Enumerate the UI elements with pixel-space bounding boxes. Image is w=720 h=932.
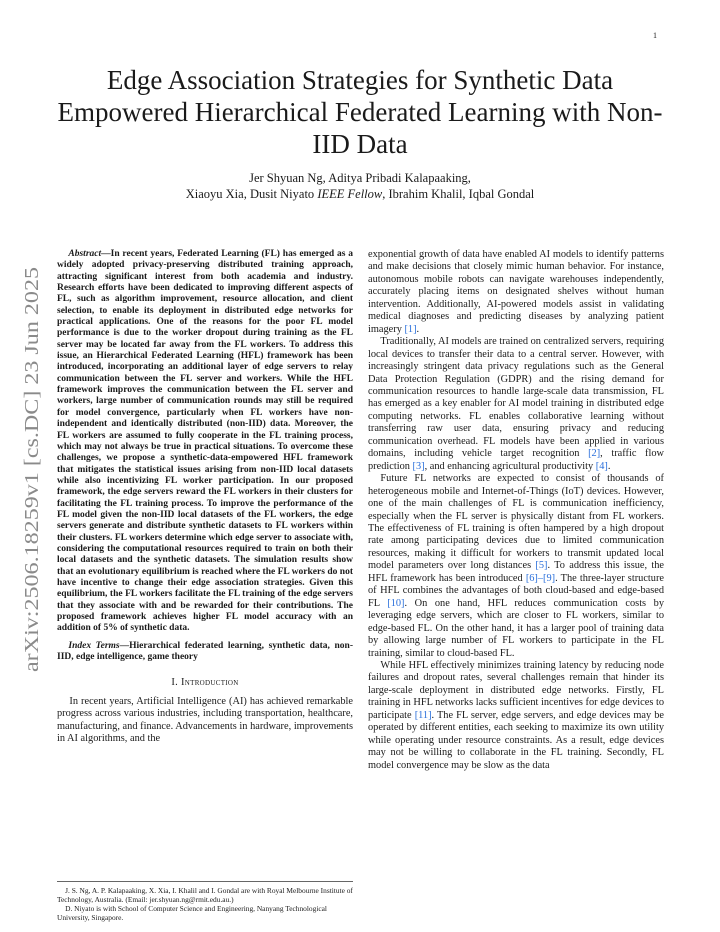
left-column [57, 249, 353, 746]
author-line-2: Xiaoyu Xia, Dusit Niyato IEEE Fellow, Ibrahim Khalil, Iqbal Gondal [185, 187, 535, 201]
body-paragraph-1: exponential growth of data have enabled AI models to identify patterns and make decisions that closely mimic human behavior. For instance, autonomous mobile robots can navigate warehouses independently, accurately placing items on designated shelves without human intervention. Additionally, AI-powered models assist in validating medical diagnoses and predicting diseases by analyzing patient imagery [1]. [368, 249, 664, 335]
citation-link[interactable]: [5] [535, 560, 548, 572]
right-column [368, 249, 664, 772]
abstract: Abstract—In recent years, Federated Learning (FL) has emerged as a widely adopted privacy-preserving distributed training approach, attracting significant interest from both academia and industry. Research efforts have been dedicated to improving different aspects of FL, such as algorithm improvement, resource allocation, and client selection, to enable its deployment in distributed edge networks for practical applications. One of the reasons for the poor FL model performance is due to the worker dropout during training as the FL server may be located far away from the FL workers. To address this issue, an Hierarchical Federated Learning (HFL) framework has been introduced, incorporating an additional layer of edge servers to relay communication between the FL server and workers. While the HFL framework improves the communication between the FL server and workers, large number of communication rounds may still be required for model convergence, particularly when FL workers have non-independent and identically distributed (non-IID) data. Moreover, the FL workers are assumed to fully cooperate in the FL training process, which may not always be true in practical situations. To overcome these challenges, we propose a synthetic-data-empowered HFL framework that mitigates the statistical issues arising from non-IID local datasets while also incentivizing FL worker participation. In our proposed framework, the edge servers reward the FL workers in their clusters for facilitating the FL training process. To improve the performance of the FL model given the non-IID local datasets of the FL workers, the edge servers generate and distribute synthetic datasets to FL workers within their clusters. FL workers determine which edge server to associate with, considering the computational resources required to train on both their local datasets and the synthetic datasets. The simulation results show that an evolutionary equilibrium is reached where the FL workers do not have incentive to change their edge association strategies. Given this equilibrium, the FL workers facilitate the FL training of the edge servers that they associate with and be rewarded for their contributions. The proposed framework achieves higher FL model accuracy with an addition of 5% of synthetic data. [57, 249, 353, 634]
section-heading-introduction: I. Introduction [171, 677, 239, 689]
page-number: 1 [653, 31, 657, 40]
footnote [57, 881, 353, 922]
body-paragraph-3: Future FL networks are expected to consist of thousands of heterogeneous mobile and Internet-of-Things (IoT) devices. However, one of the main challenges of FL is communication inefficiency, especially when the FL server is physically distant from FL workers. The effectiveness of FL training is often hampered by a high dropout rate among participating devices due to limited communication resources, making it difficult for workers to transmit updated local model parameters over long distances [5]. To address this issue, the HFL framework has been introduced [6]–[9]. The three-layer structure of HFL combines the advantages of both cloud-based and edge-based FL [10]. On one hand, HFL reduces communication costs by leveraging edge servers, which are closer to FL workers, similar to edge-based FL. On the other hand, it has a larger pool of training data by allowing large number of FL workers to participate in the FL training, similar to cloud-based FL. [368, 473, 665, 659]
arxiv-identifier: arXiv:2506.18259v1 [cs.DC] 23 Jun 2025 [21, 335, 43, 672]
footnote-affiliation-1: J. S. Ng, A. P. Kalapaaking, X. Xia, I. Khalil and I. Gondal are with Royal Melbourne Institute of Technology, Australia. (Email: jer.shyuan.ng@rmit.edu.au.) [57, 886, 353, 904]
citation-link[interactable]: [2] [588, 448, 601, 460]
author-list [40, 170, 680, 202]
paper-title: Edge Association Strategies for Synthetic Data Empowered Hierarchical Federated Learning with Non-IID Data [57, 65, 663, 159]
body-paragraph-4: While HFL effectively minimizes training latency by reducing node failures and dropout rates, several challenges remain that hinder its large-scale deployment in distributed edge networks. Firstly, FL training in HFL networks lacks sufficient incentives for edge devices to participate [11]. The FL server, edge servers, and edge devices may be operated by different entities, each seeking to maximize its own utility while operating under resource constraints. As a result, edge devices may not be willing to collaborate in the FL training. Secondly, FL model convergence may be slow as the data [368, 659, 664, 771]
footnote-affiliation-2: D. Niyato is with School of Computer Science and Engineering, Nanyang Technological University, Singapore. [57, 904, 327, 922]
intro-paragraph-1: In recent years, Artificial Intelligence (AI) has achieved remarkable progress across various industries, including transportation, healthcare, manufacturing, and finance. Advancements in hardware, improvements in AI algorithms, and the [57, 695, 353, 745]
arxiv-sidebar-stamp [8, 262, 48, 682]
citation-link[interactable]: [3] [412, 460, 425, 472]
citation-link[interactable]: [6]–[9] [525, 572, 556, 584]
index-terms: Index Terms—Hierarchical federated learning, synthetic data, non-IID, edge intelligence, game theory [57, 640, 353, 663]
citation-link[interactable]: [10] [387, 597, 405, 609]
author-line-1: Jer Shyuan Ng, Aditya Pribadi Kalapaaking, [249, 171, 471, 185]
citation-link[interactable]: [11] [414, 709, 432, 721]
body-paragraph-2: Traditionally, AI models are trained on centralized servers, requiring local devices to transfer their data to a central server. However, with increasingly stringent data privacy regulations such as the General Data Protection Regulation (GDPR) and the rising demand for communication resources to handle large-scale data transmission, FL has emerged as a key enabler for AI model training in distributed edge computing networks. FL enables collaborative learning without transferring raw user data, ensuring privacy and reducing communication overhead. FL models have been applied in various domains, including vehicle target recognition [2], traffic flow prediction [3], and enhancing agricultural productivity [4]. [368, 336, 664, 472]
citation-link[interactable]: [4] [595, 460, 608, 472]
citation-link[interactable]: [1] [404, 323, 417, 335]
